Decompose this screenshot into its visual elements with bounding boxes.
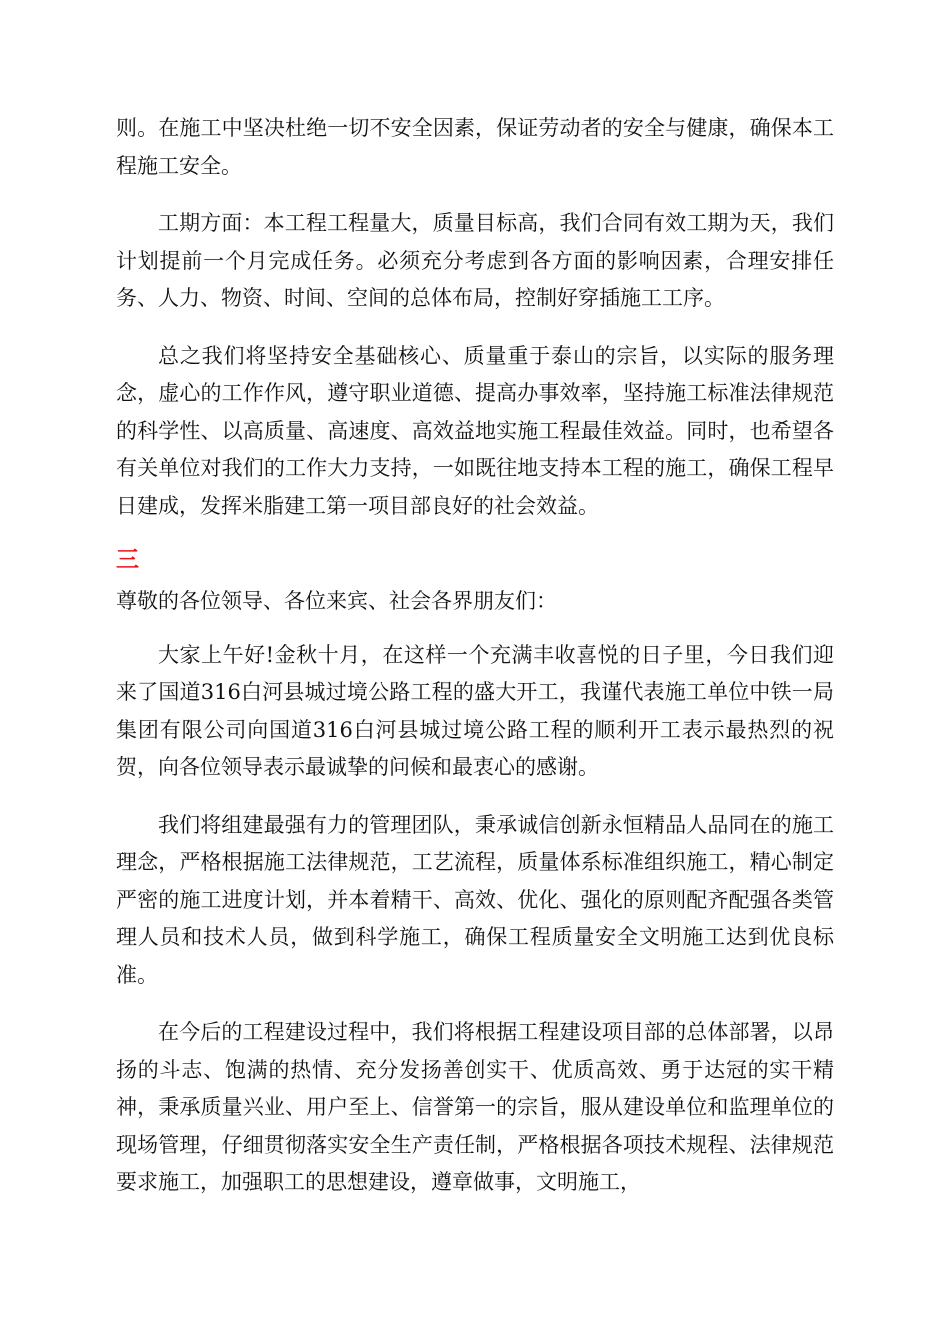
document-page	[116, 110, 834, 1222]
paragraph-schedule: 工期方面：本工程工程量大，质量目标高，我们合同有效工期为天，我们计划提前一个月完成任务。必须充分考虑到各方面的影响因素，合理安排任务、人力、物资、时间、空间的总体布局，控制好穿插施工工序。	[116, 211, 834, 310]
paragraph-future: 在今后的工程建设过程中，我们将根据工程建设项目部的总体部署，以昂扬的斗志、饱满的热情、充分发扬善创实干、优质高效、勇于达冠的实干精神，秉承质量兴业、用户至上、信誉第一的宗旨，服从建设单位和监理单位的现场管理，仔细贯彻落实安全生产责任制，严格根据各项技术规程、法律规范要求施工，加强职工的思想建设，遵章做事，文明施工，	[116, 1020, 834, 1194]
paragraph-opening: 大家上午好!金秋十月，在这样一个充满丰收喜悦的日子里，今日我们迎来了国道316白河县城过境公路工程的盛大开工，我谨代表施工单位中铁一局集团有限公司向国道316白河县城过境公路工程的顺利开工表示最热烈的祝贺，向各位领导表示最诚挚的问候和最衷心的感谢。	[116, 642, 834, 779]
paragraph-summary: 总之我们将坚持安全基础核心、质量重于泰山的宗旨，以实际的服务理念，虚心的工作作风，遵守职业道德、提高办事效率，坚持施工标准法律规范的科学性、以高质量、高速度、高效益地实施工程最佳效益。同时，也希望各有关单位对我们的工作大力支持，一如既往地支持本工程的施工，确保工程早日建成，发挥米脂建工第一项目部良好的社会效益。	[116, 343, 834, 518]
paragraph-team: 我们将组建最强有力的管理团队，秉承诚信创新永恒精品人品同在的施工理念，严格根据施工法律规范，工艺流程，质量体系标准组织施工，精心制定严密的施工进度计划，并本着精干、高效、优化、强化的原则配齐配强各类管理人员和技术人员，做到科学施工，确保工程质量安全文明施工达到优良标准。	[116, 812, 834, 987]
paragraph-continuation: 则。在施工中坚决杜绝一切不安全因素，保证劳动者的安全与健康，确保本工程施工安全。	[116, 116, 834, 178]
greeting-line: 尊敬的各位领导、各位来宾、社会各界朋友们：	[116, 589, 557, 613]
section-heading: 三	[116, 546, 139, 573]
